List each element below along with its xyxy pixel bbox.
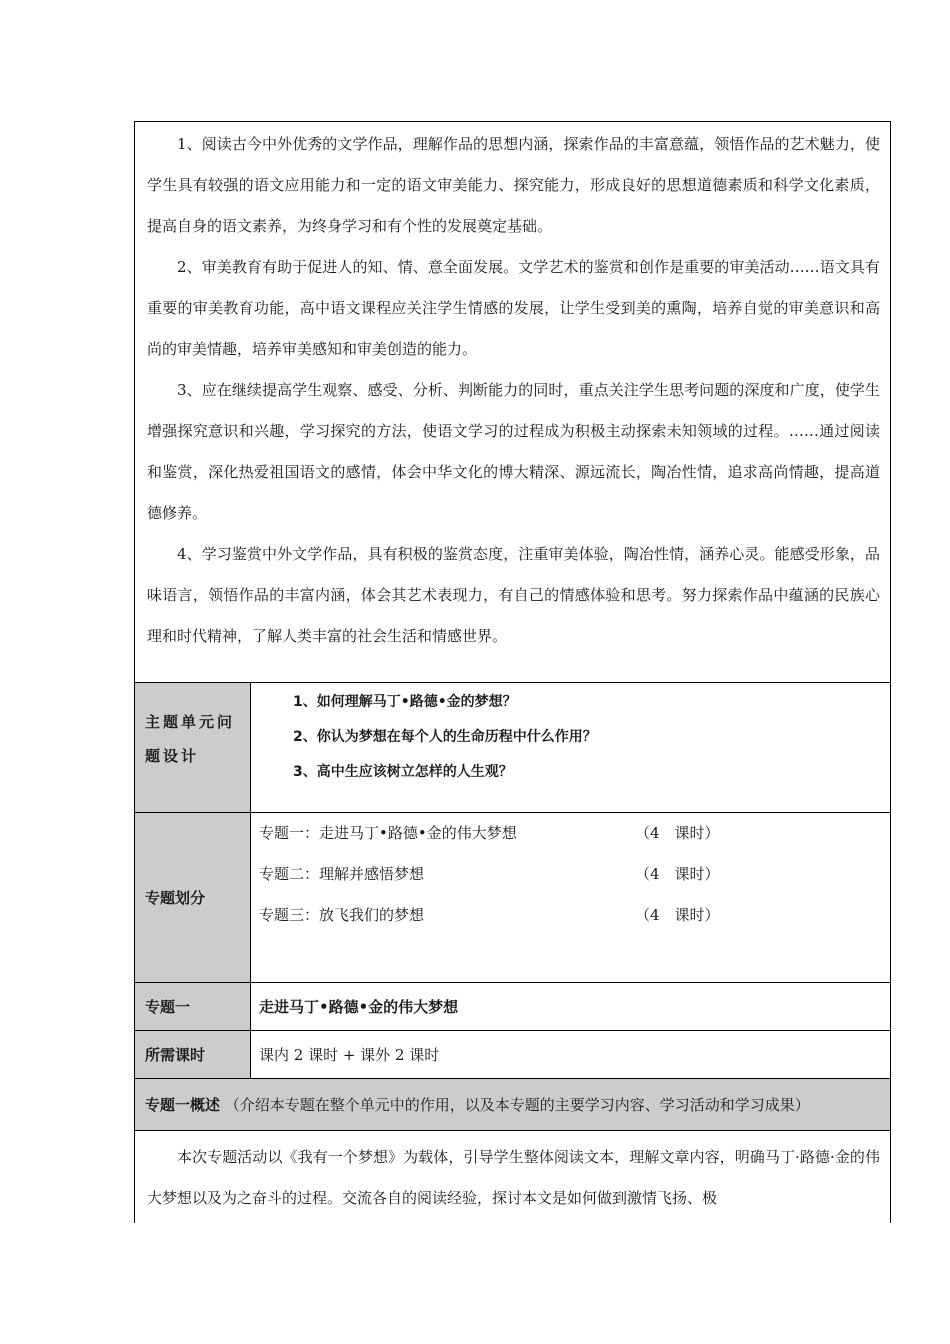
goal-paragraph-2: 2、审美教育有助于促进人的知、情、意全面发展。文学艺术的鉴赏和创作是重要的审美活动……语文具有重要的审美教育功能，高中语文课程应关注学生情感的发展，让学生受到美的熏陶，培养自觉的审美意识和高尚的审美情趣，培养审美感知和审美创造的能力。 — [147, 258, 880, 358]
topic-hours: （4 课时） — [635, 906, 720, 924]
intro-row — [135, 122, 891, 683]
hours-value: 课内 2 课时 + 课外 2 课时 — [259, 1046, 440, 1064]
overview-label: 专题一概述 — [145, 1095, 221, 1114]
topic-item — [251, 813, 890, 854]
topic-item — [251, 854, 890, 895]
topic1-value-cell — [251, 983, 891, 1031]
goal-paragraph-3: 3、应在继续提高学生观察、感受、分析、判断能力的同时，重点关注学生思考问题的深度和广度，使学生增强探究意识和兴趣，学习探究的方法，使语文学习的过程成为积极主动探索未知领域的过程。……通过阅读和鉴赏，深化热爱祖国语文的感情，体会中华文化的博大精深、源远流长，陶冶性情，追求高尚情趣，提高道德修养。 — [147, 381, 880, 522]
curriculum-goals-cell — [135, 122, 891, 683]
questions-label: 主题单元问题设计 — [145, 713, 236, 765]
topic1-row — [135, 983, 891, 1031]
topic-title: 专题一：走进马丁•路德•金的伟大梦想 — [259, 824, 517, 842]
topic1-label: 专题一 — [145, 998, 191, 1016]
overview-note: （介绍本专题在整个单元中的作用，以及本专题的主要学习内容、学习活动和学习成果） — [224, 1095, 810, 1114]
overview-body-cell — [135, 1131, 891, 1224]
topic-item — [251, 895, 890, 936]
question-1: 1、如何理解马丁•路德•金的梦想？ — [293, 694, 517, 710]
questions-row — [135, 683, 891, 813]
topics-label-cell — [135, 813, 251, 983]
questions-label-cell — [135, 683, 251, 813]
question-3: 3、高中生应该树立怎样的人生观？ — [293, 764, 513, 780]
hours-row — [135, 1031, 891, 1079]
hours-label-cell — [135, 1031, 251, 1079]
topic-title: 专题三：放飞我们的梦想 — [259, 906, 425, 924]
topic-hours: （4 课时） — [635, 824, 720, 842]
unit-design-table — [134, 121, 891, 1223]
hours-label: 所需课时 — [145, 1046, 206, 1064]
questions-cell — [251, 683, 891, 813]
topic1-value: 走进马丁•路德•金的伟大梦想 — [259, 998, 459, 1016]
topics-cell — [251, 813, 891, 983]
overview-header-row — [135, 1079, 891, 1131]
goal-paragraph-1: 1、阅读古今中外优秀的文学作品，理解作品的思想内涵，探索作品的丰富意蕴，领悟作品的艺术魅力，使学生具有较强的语文应用能力和一定的语文审美能力、探究能力，形成良好的思想道德素质和科学文化素质，提高自身的语文素养，为终身学习和有个性的发展奠定基础。 — [147, 135, 880, 235]
topics-label: 专题划分 — [145, 889, 206, 907]
document-table-container — [134, 121, 890, 1223]
goal-paragraph-4: 4、学习鉴赏中外文学作品，具有积极的鉴赏态度，注重审美体验，陶冶性情，涵养心灵。能感受形象，品味语言，领悟作品的丰富内涵，体会其艺术表现力，有自己的情感体验和思考。努力探索作品中蕴涵的民族心理和时代精神，了解人类丰富的社会生活和情感世界。 — [147, 545, 880, 645]
topic-title: 专题二：理解并感悟梦想 — [259, 865, 425, 883]
topic-hours: （4 课时） — [635, 865, 720, 883]
overview-header-cell — [135, 1079, 891, 1131]
question-2: 2、你认为梦想在每个人的生命历程中什么作用？ — [293, 729, 597, 745]
topics-row — [135, 813, 891, 983]
overview-text: 本次专题活动以《我有一个梦想》为载体，引导学生整体阅读文本，理解文章内容，明确马丁·路德·金的伟大梦想以及为之奋斗的过程。交流各自的阅读经验，探讨本文是如何做到激情飞扬、极 — [147, 1148, 880, 1207]
hours-value-cell — [251, 1031, 891, 1079]
topic1-label-cell — [135, 983, 251, 1031]
overview-body-row — [135, 1131, 891, 1224]
